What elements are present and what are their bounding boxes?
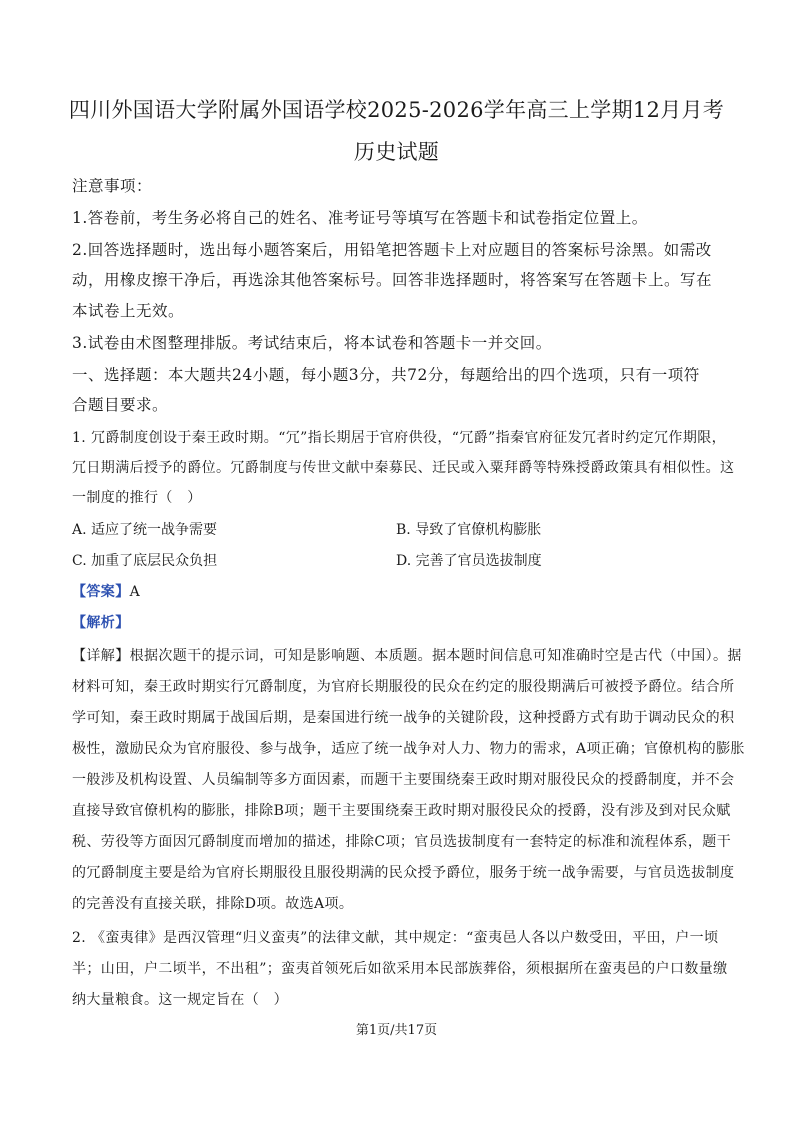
exam-title: 四川外国语大学附属外国语学校2025-2026学年高三上学期12月月考: [68, 98, 725, 122]
notes-heading: 注意事项：: [72, 177, 153, 195]
notes-item-2-line-1: 2.回答选择题时，选出每小题答案后，用铅笔把答题卡上对应题目的答案标号涂黑。如需改: [72, 241, 712, 259]
analysis-tag: 【解析】: [72, 615, 130, 631]
question-1-analysis: [72, 613, 722, 633]
question-1-detail-line-4: 极性，激励民众为官府服役、参与战争，适应了统一战争对人力、物力的需求，A项正确；官僚机构的膨胀: [72, 741, 745, 757]
section-heading-line-2: 合题目要求。: [72, 396, 169, 414]
section-heading-line-1: 一、选择题：本大题共24小题，每小题3分，共72分，每题给出的四个选项，只有一项符: [72, 366, 700, 384]
notes-item-2-line-3: 本试卷上无效。: [72, 302, 185, 320]
question-1-detail-line-6: 直接导致官僚机构的膨胀，排除B项；题干主要围绕秦王政时期对服役民众的授爵，没有涉及到对民众赋: [72, 803, 731, 819]
detail-tag: 【详解】: [72, 648, 130, 664]
question-1-stem-line-2: 冗日期满后授予的爵位。冗爵制度与传世文献中秦募民、迁民或入粟拜爵等特殊授爵政策具有相似性。这: [72, 460, 735, 476]
question-1-option-a: A. 适应了统一战争需要: [72, 522, 218, 538]
page-number: 第1页/共17页: [355, 1023, 438, 1038]
question-1-detail-line-8: 的冗爵制度主要是给为官府长期服役且服役期满的民众授予爵位，服务于统一战争需要，与官员选拔制度: [72, 865, 735, 881]
notes-item-1: 1.答卷前，考生务必将自己的姓名、准考证号等填写在答题卡和试卷指定位置上。: [72, 209, 648, 227]
question-1-detail-line-5: 一般涉及机构设置、人员编制等多方面因素，而题干主要围绕秦王政时期对服役民众的授爵制度，并不会: [72, 772, 735, 788]
question-1-option-b: B. 导致了官僚机构膨胀: [396, 522, 542, 538]
question-1-stem-line-3: 一制度的推行（ ）: [72, 490, 202, 506]
question-1-stem-line-1: 1. 冗爵制度创设于秦王政时期。“冗”指长期居于官府供役，“冗爵”指秦官府征发冗者时约定冗作期限，: [72, 430, 727, 446]
question-1-detail-line-9: 的完善没有直接关联，排除D项。故选A项。: [72, 896, 354, 912]
question-2-stem-line-1: 2. 《蛮夷律》是西汉管理“归义蛮夷”的法律文献，其中规定：“蛮夷邑人各以户数受田，平田，户一顷: [72, 930, 719, 946]
question-1-option-d: D. 完善了官员选拔制度: [396, 553, 542, 569]
answer-value: A: [129, 584, 141, 600]
question-1-detail-line-1: [72, 646, 742, 666]
question-1-detail-line-7: 税、劳役等方面因冗爵制度而增加的描述，排除C项；官员选拔制度有一套特定的标准和流程体系，题干: [72, 834, 732, 850]
exam-subject: 历史试题: [353, 140, 440, 164]
question-2-stem-line-3: 纳大量粮食。这一规定旨在（ ）: [72, 992, 288, 1008]
notes-item-3: 3.试卷由术图整理排版。考试结束后，将本试卷和答题卡一并交回。: [72, 334, 552, 352]
question-1-detail-line-2: 材料可知，秦王政时期实行冗爵制度，为官府长期服役的民众在约定的服役期满后可被授予爵位。结合所: [72, 679, 735, 695]
answer-tag: 【答案】: [72, 584, 130, 600]
question-2-stem-line-2: 半；山田，户二顷半，不出租”；蛮夷首领死后如欲采用本民部族葬俗，须根据所在蛮夷邑的户口数量缴: [72, 961, 728, 977]
question-1-option-c: C. 加重了底层民众负担: [72, 553, 218, 569]
notes-item-2-line-2: 动，用橡皮擦干净后，再选涂其他答案标号。回答非选择题时，将答案写在答题卡上。写在: [72, 271, 713, 289]
question-1-answer: [72, 582, 722, 602]
detail-text: 根据次题干的提示词，可知是影响题、本质题。据本题时间信息可知准确时空是古代（中国）。据: [129, 648, 742, 664]
question-1-detail-line-3: 学可知，秦王政时期属于战国后期，是秦国进行统一战争的关键阶段，这种授爵方式有助于调动民众的积: [72, 710, 735, 726]
